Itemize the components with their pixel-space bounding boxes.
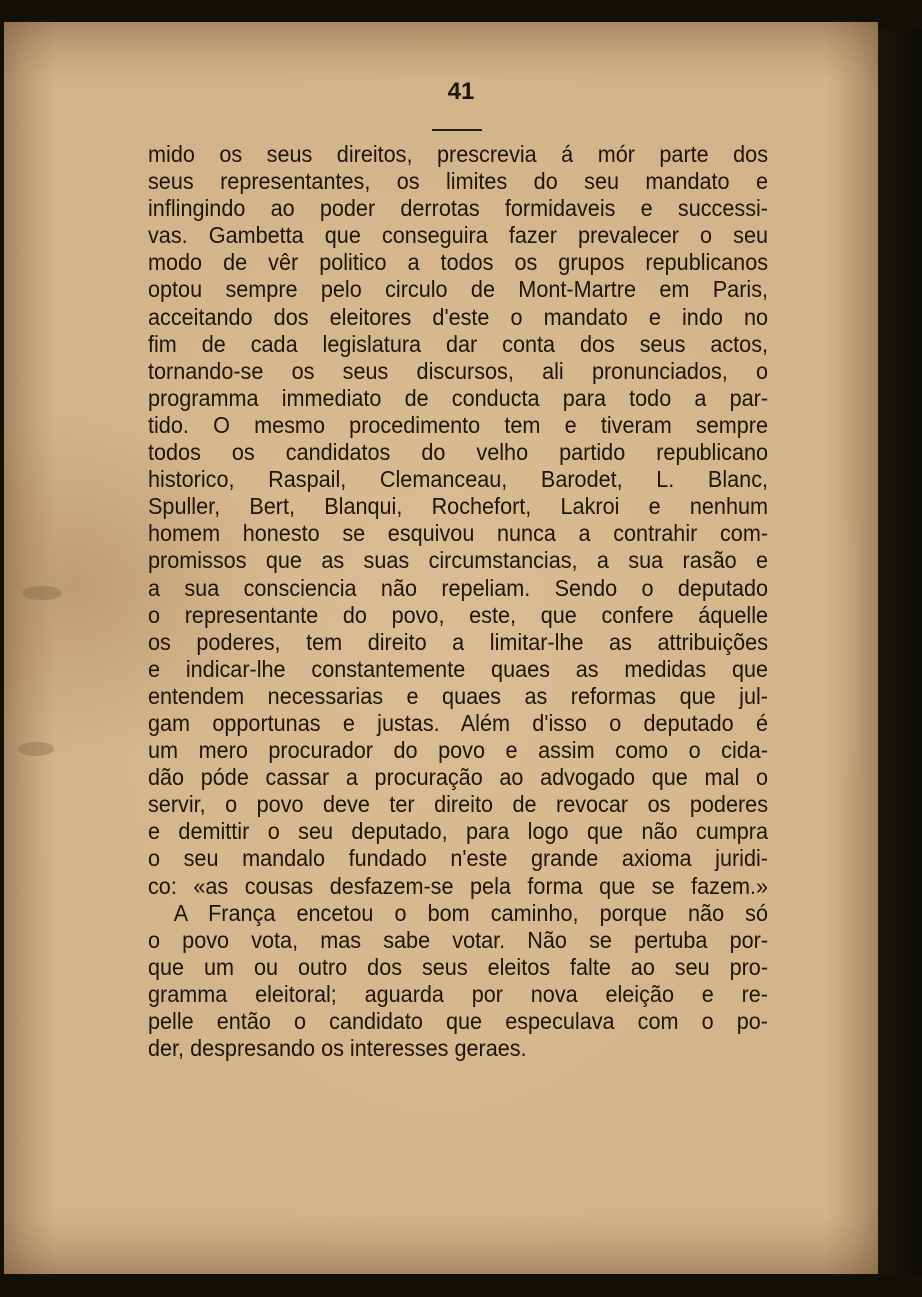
text-line: todos os candidatos do velho partido republicano (148, 439, 769, 466)
page-number: 41 (447, 78, 475, 105)
text-line: acceitando dos eleitores d'este o mandato e indo no (148, 303, 769, 330)
text-line: modo de vêr politico a todos os grupos republicanos (148, 249, 769, 276)
page-shadow-edge (878, 30, 922, 1275)
text-line: seus representantes, os limites do seu mandato e (148, 168, 769, 195)
text-line: e demittir o seu deputado, para logo que não cumpra (148, 818, 769, 845)
text-line: co: «as cousas desfazem-se pela forma que se fazem.» (148, 872, 769, 899)
text-line: o seu mandalo fundado n'este grande axioma juridi- (148, 845, 769, 872)
text-line: tido. O mesmo procedimento tem e tiveram sempre (148, 411, 769, 438)
text-line: gramma eleitoral; aguarda por nova eleição e re- (148, 980, 769, 1007)
paragraph-first-line: A França encetou o bom caminho, porque não só (173, 899, 769, 926)
paper-stain (18, 742, 54, 756)
text-line: um mero procurador do povo e assim como o cida- (148, 737, 769, 764)
text-line: gam opportunas e justas. Além d'isso o deputado é (148, 709, 769, 736)
paragraph-last-line: der, despresando os interesses geraes. (148, 1035, 527, 1062)
text-line: inflingindo ao poder derrotas formidaveis e successi- (148, 195, 769, 222)
paper-stain (22, 586, 62, 600)
text-line: que um ou outro dos seus eleitos falte ao seu pro- (148, 953, 769, 980)
page-number-rule (432, 129, 482, 131)
text-line: Spuller, Bert, Blanqui, Rochefort, Lakroi e nenhum (148, 493, 769, 520)
text-line: os poderes, tem direito a limitar-lhe as attribuições (148, 628, 769, 655)
text-line: entendem necessarias e quaes as reformas que jul- (148, 682, 769, 709)
text-line: a sua consciencia não repeliam. Sendo o deputado (148, 574, 769, 601)
text-line: o povo vota, mas sabe votar. Não se pertuba por- (148, 926, 769, 953)
text-line: mido os seus direitos, prescrevia á mór parte dos (148, 141, 769, 167)
text-line: fim de cada legislatura dar conta dos seus actos, (148, 330, 769, 357)
text-line: dão póde cassar a procuração ao advogado que mal o (148, 764, 769, 791)
text-line: pelle então o candidato que especulava com o po- (148, 1008, 769, 1034)
text-line: optou sempre pelo circulo de Mont-Martre em Paris, (148, 276, 769, 303)
text-line: servir, o povo deve ter direito de revocar os poderes (148, 791, 769, 818)
text-line: homem honesto se esquivou nunca a contrahir com- (148, 520, 769, 547)
text-line: programma immediato de conducta para todo a par- (148, 384, 769, 411)
text-line: tornando-se os seus discursos, ali pronunciados, o (148, 357, 769, 384)
text-line: e indicar-lhe constantemente quaes as medidas que (148, 655, 769, 682)
body-text (148, 141, 768, 1062)
text-line: promissos que as suas circumstancias, a sua rasão e (148, 547, 769, 574)
text-line: historico, Raspail, Clemanceau, Barodet, L. Blanc, (148, 466, 769, 493)
text-line: o representante do povo, este, que confere áquelle (148, 601, 769, 628)
text-line: vas. Gambetta que conseguira fazer prevalecer o seu (148, 222, 769, 249)
